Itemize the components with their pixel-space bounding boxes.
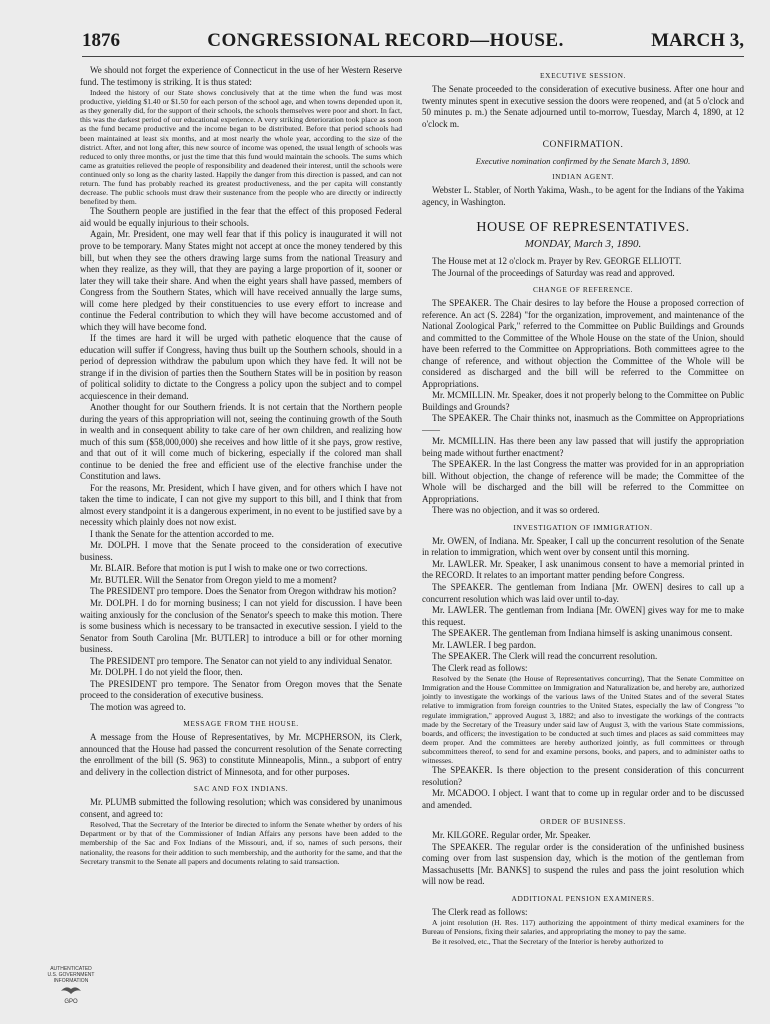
paragraph: Mr. LAWLER. The gentleman from Indiana [Mr. OWEN] gives way for me to make this request. (422, 605, 744, 627)
paragraph: Mr. BLAIR. Before that motion is put I wish to make one or two corrections. (90, 563, 368, 574)
resolution-text: Be it resolved, etc., That the Secretary of the Interior is hereby authorized to (432, 936, 664, 946)
paragraph: The SPEAKER. The gentleman from Indiana [Mr. OWEN] desires to call up a concurrent resolution which was laid over until to-day. (422, 581, 744, 604)
paragraph: The SPEAKER. The Chair desires to lay before the House a proposed correction of reference. An act (S. 2284) "for the organization, improvement, and maintenance of the National Zoological Park," referred to the Committee on Public Buildings and Grounds and committed to the Committee of the Whole House on the state of the Union, should have been referred to the Committee on Appropriations. Both committees agree to the change of reference, and without objection the Committee of the Whole will be considered as discharged and the bill will be referred to the Committee on Appropriations. (422, 298, 744, 389)
paragraph: The SPEAKER. The regular order is the consideration of the unfinished business coming over from last suspension day, which is the motion of the gentleman from Massachusetts [Mr. BANKS] to suspend the rules and pass the joint resolution which will now be read. (422, 841, 744, 887)
page-year: 1876 (82, 30, 120, 51)
page-date: MARCH 3, (651, 30, 744, 51)
paragraph: The House met at 12 o'clock m. Prayer by Rev. GEORGE ELLIOTT. (432, 256, 682, 267)
section-heading: INDIAN AGENT. (552, 172, 614, 182)
section-heading: CONFIRMATION. (542, 140, 624, 151)
paragraph: The SPEAKER. In the last Congress the matter was provided for in an appropriation bill. Without objection, the change of reference will be made; the Committee of the Whole will be discharged and the bill will be referred to the Committee on Appropriations. (422, 459, 744, 504)
stamp-line: INFORMATION (53, 978, 89, 984)
paragraph: The motion was agreed to. (90, 701, 186, 712)
section-subheading: Executive nomination confirmed by the Senate March 3, 1890. (475, 156, 691, 167)
paragraph: Mr. DOLPH. I move that the Senate proceed to the consideration of executive business. (80, 540, 402, 562)
left-column (80, 65, 402, 946)
resolution-text: Resolved, That the Secretary of the Interior be directed to inform the Senate whether by orders of his Department or by that of the Commissioner of Indian Affairs any persons have been added to the membership of the Sac and Fox Indians of the Missouri, and, if so, names of such persons, their nationality, the reasons for their addition to such membership, and the authority for the same, and that the Secretary transmit to the Senate all papers and documents relating to said transaction. (80, 820, 402, 866)
paragraph: Mr. DOLPH. I do not yield the floor, then. (90, 667, 243, 678)
paragraph: I thank the Senate for the attention accorded to me. (90, 528, 274, 539)
paragraph: The Journal of the proceedings of Saturday was read and approved. (432, 267, 675, 278)
section-heading: SAC AND FOX INDIANS. (193, 784, 289, 794)
paragraph: Mr. MCADOO. I object. I want that to come up in regular order and to be discussed and amended. (422, 788, 744, 810)
page-title: CONGRESSIONAL RECORD—HOUSE. (207, 30, 564, 51)
right-column (422, 65, 744, 946)
resolution-text: A joint resolution (H. Res. 117) authorizing the appointment of thirty medical examiners for the Bureau of Pensions, fixing their salaries, and appropriating the money to pay the same. (422, 918, 744, 937)
paragraph: If the times are hard it will be urged with pathetic eloquence that the cause of education will suffer if Congress, having thus built up the Southern schools, should in a period of depression withdraw the pabulum upon which they have fed. It will not be strange if in the division of parties then the Southern States will be in position by reason of political solidity to dictate to the Congress a policy upon the subject and to compel acquiescence in their demand. (80, 333, 402, 401)
paragraph: The Clerk read as follows: (432, 906, 528, 917)
paragraph: Mr. PLUMB submitted the following resolution; which was considered by unanimous consent, and agreed to: (80, 797, 402, 819)
paragraph: Mr. BUTLER. Will the Senator from Oregon yield to me a moment? (90, 574, 337, 585)
paragraph: Mr. DOLPH. I do for morning business; I can not yield for discussion. I have been waiting anxiously for the conclusion of the Senator's speech to make this motion. There is some business which is necessary to be transacted in executive session. I yield to the Senator from South Carolina [Mr. BUTLER] to introduce a bill or for other morning business. (80, 597, 402, 655)
paragraph: The SPEAKER. The gentleman from Indiana himself is asking unanimous consent. (432, 628, 733, 639)
house-date: MONDAY, March 3, 1890. (524, 238, 642, 251)
paragraph: The SPEAKER. The Clerk will read the concurrent resolution. (432, 651, 658, 662)
paragraph: Mr. KILGORE. Regular order, Mr. Speaker. (432, 830, 591, 841)
paragraph: Mr. MCMILLIN. Mr. Speaker, does it not properly belong to the Committee on Public Buildings and Grounds? (422, 390, 744, 412)
paragraph: The SPEAKER. Is there objection to the present consideration of this concurrent resolution? (422, 765, 744, 787)
section-heading: EXECUTIVE SESSION. (540, 71, 626, 80)
paragraph: Another thought for our Southern friends. It is not certain that the Northern people during the years of this appropriation will not, seeing the continuing growth of the South in wealth and in consequent ability to take care of her own children, and realizing how much of this sum ($58,000,000) she receives and how little of it she pays, grow restive, and that out of it will come much of bickering, especially if the colored man shall continue to be denied the free and efficient use of the elective franchise under the Constitution and laws. (80, 402, 402, 482)
house-title: HOUSE OF REPRESENTATIVES. (476, 220, 690, 236)
paragraph: A message from the House of Representatives, by Mr. MCPHERSON, its Clerk, announced that the House had passed the concurrent resolution of the Senate correcting the enrollment of the bill (S. 963) to constitute Minneapolis, Minn., a subport of entry and delivery in the collection district of Minnesota, and for other purposes. (80, 732, 402, 777)
gpo-authentication-stamp (36, 966, 106, 1005)
text-columns (80, 65, 744, 946)
paragraph: Webster L. Stabler, of North Yakima, Wash., to be agent for the Indians of the Yakima agency, in Washington. (422, 185, 744, 207)
eagle-seal-icon (60, 984, 82, 998)
page-header (82, 30, 744, 57)
paragraph: Mr. LAWLER. Mr. Speaker, I ask unanimous consent to have a memorial printed in the RECORD. It relates to an important matter pending before Congress. (422, 558, 744, 581)
paragraph: The Southern people are justified in the fear that the effect of this proposed Federal aid would be equally injurious to their schools. (80, 206, 402, 228)
paragraph: Again, Mr. President, one may well fear that if this policy is inaugurated it will not prove to be temporary. Many States might not accept at once the money tendered by this bill, but when they see the others drawing large sums from the national Treasury and when they realize, as they will, that they are paying a large proportion of it, sooner or later they will take their share. And when the eight years shall have passed, members of Congress from the Southern States, which will have received annually the large sums, will come here pledged by their constituencies to use every effort to increase and continue the Federal contribution to which they will have become accustomed and of which they will have become fond. (80, 229, 402, 332)
paragraph: Mr. LAWLER. I beg pardon. (432, 639, 537, 650)
paragraph: We should not forget the experience of Connecticut in the use of her Western Reserve fund. The testimony is striking. It is thus stated: (80, 65, 402, 87)
paragraph: The PRESIDENT pro tempore. The Senator can not yield to any individual Senator. (90, 655, 393, 666)
gpo-label: GPO (64, 999, 78, 1005)
section-heading: CHANGE OF REFERENCE. (532, 285, 634, 295)
resolution-text: Resolved by the Senate (the House of Representatives concurring), That the Senate Committee on Immigration and the House Committee on Immigration and Naturalization be, and hereby are, authorized jointly to investigate the workings of the various laws of the United States and of the several States relative to immigration from foreign countries to the United States, especially the law of Congress "to regulate immigration," approved August 3, 1882; and also to investigate the workings of the contracts made by the Secretary of the Treasury under said law of August 3, with the various State commissions, boards, and officers; the investigation to be conducted at such times and places as said committees may deem proper. And the committees are hereby authorized jointly, as full committees or through subcommittees thereof, to send for and examine persons, books, and papers, and to administer oaths to witnesses. (422, 674, 744, 766)
stamp-line: AUTHENTICATED (50, 966, 92, 972)
stamp-line: U.S. GOVERNMENT (47, 972, 95, 978)
paragraph: The PRESIDENT pro tempore. Does the Senator from Oregon withdraw his motion? (90, 586, 397, 597)
section-heading: ADDITIONAL PENSION EXAMINERS. (511, 893, 655, 903)
paragraph: The SPEAKER. The Chair thinks not, inasmuch as the Committee on Appropriations—— (422, 413, 744, 435)
paragraph: Mr. OWEN, of Indiana. Mr. Speaker, I call up the concurrent resolution of the Senate in relation to immigration, which went over by consent until this morning. (422, 535, 744, 558)
paragraph: The Senate proceeded to the consideration of executive business. After one hour and twenty minutes spent in executive session the doors were reopened, and (at 5 o'clock and 50 minutes p. m.) the Senate adjourned until to-morrow, Tuesday, March 4, 1890, at 12 o'clock m. (422, 84, 744, 129)
quotation: Indeed the history of our State shows conclusively that at the time when the fund was most productive, yielding $1.40 or $1.50 for each person of the school age, and when towns depended upon it, as they generally did, for the support of their schools, the schools themselves were poor and short. In fact, this was the darkest period of our educational experience. A very striking deterioration took place as soon as the fund became productive and the income began to be distributed. Before that period schools had been maintained at least six months, and at most nearly the whole year, according to the size of the district. After, and not long after, this new source of income was opened, the usual length of schools was reduced to only three months, or just the time that this fund would maintain the schools. The sums which came as gratuities relieved the people of responsibility and deadened their interest, until the schools were continued only so long as the charity lasted. Happily the danger from this direction is passed, and can not return. The fund has probably reached its greatest productiveness, and the per capita will constantly decrease. The public schools must draw their sustenance from the people who are directly or indirectly benefited by them. (80, 88, 402, 207)
paragraph: There was no objection, and it was so ordered. (432, 505, 600, 516)
section-heading: INVESTIGATION OF IMMIGRATION. (513, 522, 653, 532)
paragraph: The Clerk read as follows: (432, 662, 528, 673)
section-heading: MESSAGE FROM THE HOUSE. (183, 719, 299, 729)
paragraph: Mr. MCMILLIN. Has there been any law passed that will justify the appropriation being made without further enactment? (422, 436, 744, 458)
section-heading: ORDER OF BUSINESS. (540, 817, 626, 827)
paragraph: The PRESIDENT pro tempore. The Senator from Oregon moves that the Senate proceed to the consideration of executive business. (80, 678, 402, 701)
paragraph: For the reasons, Mr. President, which I have given, and for others which I have not taken the time to indicate, I can not give my support to this bill, and I think that from almost every standpoint it is a dangerous experiment, in no event to be justified save by a necessity which plainly does not now exist. (80, 482, 402, 528)
